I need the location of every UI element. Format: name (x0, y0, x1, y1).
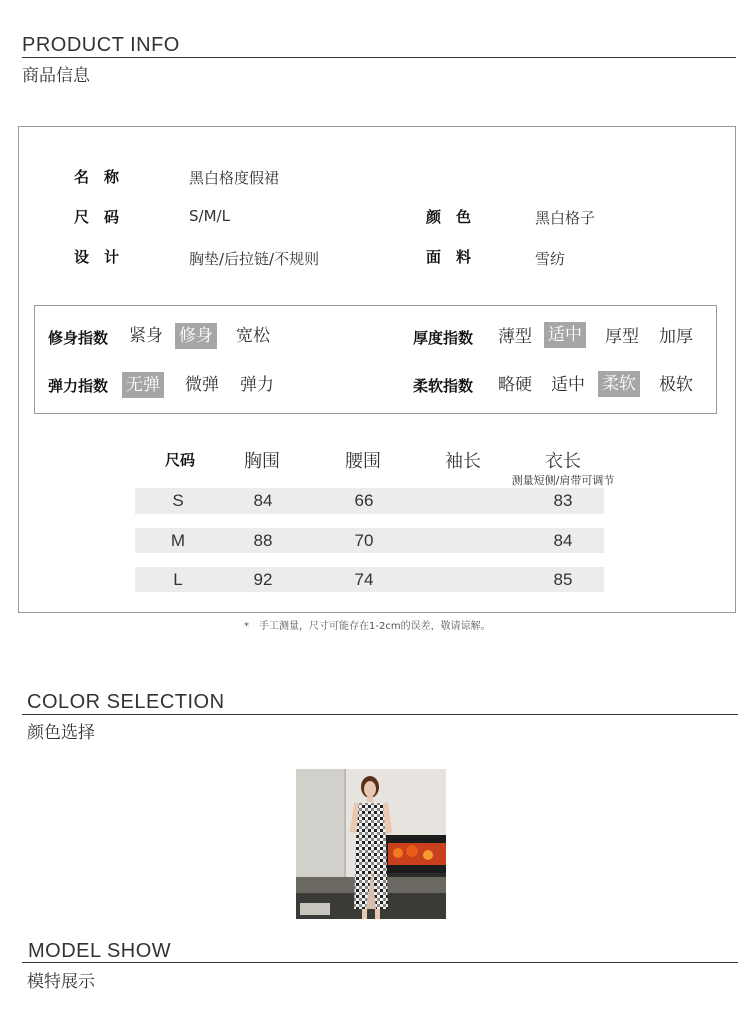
table-cell-size: M (170, 531, 186, 550)
model-photo-illustration (296, 769, 446, 919)
product-info-title-zh: 商品信息 (22, 66, 90, 86)
color-value: 黑白格子 (535, 209, 596, 227)
table-cell-length: 84 (553, 531, 573, 550)
fit-index-label: 修身指数 (48, 329, 109, 347)
thickness-option-thin: 薄型 (498, 327, 532, 347)
softness-option-very-soft: 极软 (659, 375, 693, 395)
table-cell-length: 85 (553, 570, 573, 589)
softness-option-soft-selected: 柔软 (598, 371, 640, 397)
table-cell-waist: 70 (354, 531, 374, 550)
thickness-option-medium-selected: 适中 (544, 322, 586, 348)
fit-option-tight: 紧身 (129, 326, 163, 346)
size-table-header-length: 衣长 (545, 451, 581, 472)
fabric-value: 雪纺 (535, 250, 566, 268)
table-cell-waist: 66 (354, 491, 374, 510)
model-show-title-zh: 模特展示 (27, 972, 95, 992)
color-selection-title-en: COLOR SELECTION (27, 691, 225, 713)
size-table-header-size: 尺码 (164, 451, 195, 469)
color-swatch-photo[interactable] (296, 769, 446, 919)
softness-option-medium: 适中 (551, 375, 585, 395)
model-show-title-en: MODEL SHOW (28, 940, 172, 962)
softness-index-label: 柔软指数 (413, 377, 474, 395)
thickness-option-thick: 厚型 (605, 327, 639, 347)
size-table-length-note: 测量短侧/肩带可调节 (511, 474, 615, 487)
size-table-header-bust: 胸围 (244, 451, 280, 472)
color-selection-divider (22, 714, 738, 715)
table-cell-size: L (173, 570, 183, 589)
thickness-index-label: 厚度指数 (413, 329, 474, 347)
elasticity-index-label: 弹力指数 (48, 377, 109, 395)
name-label: 名 称 (74, 168, 120, 186)
table-cell-waist: 74 (354, 570, 374, 589)
product-info-divider (22, 57, 736, 58)
table-cell-bust: 84 (253, 491, 273, 510)
table-cell-bust: 92 (253, 570, 273, 589)
design-label: 设 计 (74, 248, 120, 266)
elasticity-option-stretch: 弹力 (240, 375, 274, 395)
table-cell-length: 83 (553, 491, 573, 510)
size-table-header-waist: 腰围 (345, 451, 381, 472)
thickness-option-extra-thick: 加厚 (659, 327, 693, 347)
fabric-label: 面 料 (426, 248, 472, 266)
measurement-footnote: * 手工测量，尺寸可能存在1-2cm的误差，敬请谅解。 (244, 621, 491, 632)
size-label: 尺 码 (74, 208, 120, 226)
color-selection-title-zh: 颜色选择 (27, 723, 95, 743)
design-value: 胸垫/后拉链/不规则 (189, 250, 320, 268)
table-cell-bust: 88 (253, 531, 273, 550)
elasticity-option-slight: 微弹 (185, 375, 219, 395)
elasticity-option-none-selected: 无弹 (122, 372, 164, 398)
size-table-header-sleeve: 袖长 (445, 451, 481, 472)
fit-option-slim-selected: 修身 (175, 323, 217, 349)
name-value: 黑白格度假裙 (189, 169, 280, 187)
product-info-title-en: PRODUCT INFO (22, 34, 180, 56)
color-label: 颜 色 (426, 208, 472, 226)
fit-option-loose: 宽松 (236, 326, 270, 346)
softness-option-stiff: 略硬 (498, 375, 532, 395)
model-show-divider (22, 962, 738, 963)
size-value: S/M/L (189, 207, 230, 225)
table-cell-size: S (172, 491, 184, 510)
